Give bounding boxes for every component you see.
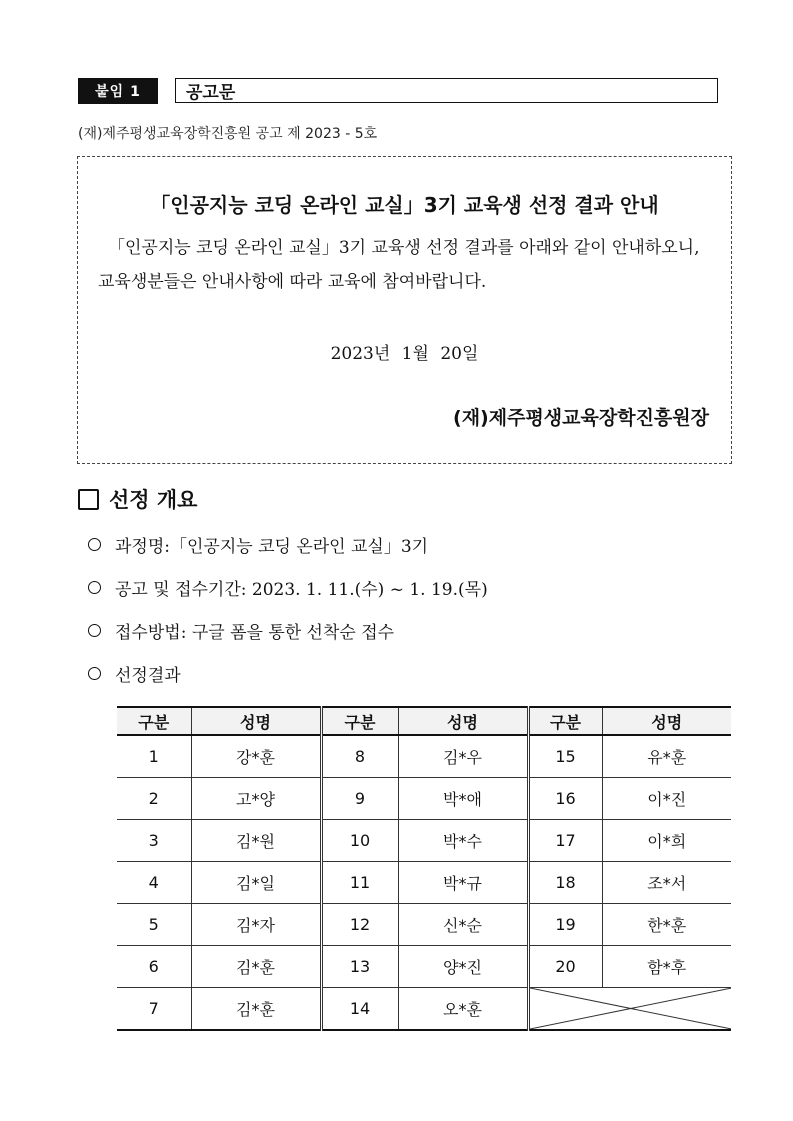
number-cell: 4: [117, 862, 191, 904]
name-cell: 김*훈: [191, 988, 321, 1031]
number-cell: 6: [117, 946, 191, 988]
name-cell: 김*우: [398, 735, 528, 778]
empty-crossed-cell: [528, 988, 731, 1031]
section-title-text: 선정 개요: [109, 488, 198, 512]
name-cell: 유*훈: [602, 735, 731, 778]
number-cell: 7: [117, 988, 191, 1031]
bullet-item: [88, 618, 394, 643]
name-cell: 강*훈: [191, 735, 321, 778]
notice-date: 2023년 1월 20일: [330, 344, 479, 364]
name-cell: 박*규: [398, 862, 528, 904]
number-cell: 17: [528, 820, 602, 862]
name-cell: 양*진: [398, 946, 528, 988]
table-header-row: [117, 707, 731, 735]
name-cell: 박*애: [398, 778, 528, 820]
checkbox-square-icon: [78, 489, 99, 510]
bullet-text: 과정명:「인공지능 코딩 온라인 교실」3기: [115, 537, 429, 557]
number-cell: 16: [528, 778, 602, 820]
section-title: [78, 484, 197, 514]
number-cell: 1: [117, 735, 191, 778]
number-cell: 11: [321, 862, 398, 904]
name-cell: 신*순: [398, 904, 528, 946]
number-cell: 13: [321, 946, 398, 988]
bullet-item: [88, 532, 428, 557]
cross-out-lines: [530, 988, 732, 1029]
name-cell: 한*훈: [602, 904, 731, 946]
circle-bullet-icon: [88, 538, 101, 551]
header-cell: 구분: [528, 707, 602, 735]
attachment-title: 공고문: [175, 78, 718, 103]
circle-bullet-icon: [88, 667, 101, 680]
table-row: [117, 988, 731, 1031]
table-row: [117, 946, 731, 988]
number-cell: 19: [528, 904, 602, 946]
header-cell: 구분: [117, 707, 191, 735]
number-cell: 12: [321, 904, 398, 946]
circle-bullet-icon: [88, 581, 101, 594]
name-cell: 고*양: [191, 778, 321, 820]
table-row: [117, 820, 731, 862]
name-cell: 조*서: [602, 862, 731, 904]
name-cell: 오*훈: [398, 988, 528, 1031]
bullet-item: [88, 661, 181, 686]
bullet-text: 선정결과: [115, 666, 181, 686]
notice-box: [77, 156, 732, 464]
name-cell: 김*훈: [191, 946, 321, 988]
circle-bullet-icon: [88, 624, 101, 637]
name-cell: 박*수: [398, 820, 528, 862]
header-cell: 성명: [602, 707, 731, 735]
number-cell: 20: [528, 946, 602, 988]
notice-body: 「인공지능 코딩 온라인 교실」3기 교육생 선정 결과를 아래와 같이 안내하오니, 교육생분들은 안내사항에 따라 교육에 참여바랍니다.: [98, 238, 700, 292]
name-cell: 김*일: [191, 862, 321, 904]
number-cell: 3: [117, 820, 191, 862]
bullet-text: 접수방법: 구글 폼을 통한 선착순 접수: [115, 623, 395, 643]
number-cell: 5: [117, 904, 191, 946]
name-cell: 김*원: [191, 820, 321, 862]
number-cell: 9: [321, 778, 398, 820]
notice-signature: (재)제주평생교육장학진흥원장: [453, 407, 709, 429]
selection-result-table: [117, 706, 731, 1031]
number-cell: 2: [117, 778, 191, 820]
header-cell: 성명: [191, 707, 321, 735]
bullet-text: 공고 및 접수기간: 2023. 1. 11.(수) ~ 1. 19.(목): [115, 580, 488, 600]
header-cell: 성명: [398, 707, 528, 735]
attachment-label: 붙임 1: [78, 78, 158, 104]
table-row: [117, 862, 731, 904]
table-row: [117, 778, 731, 820]
name-cell: 이*희: [602, 820, 731, 862]
number-cell: 15: [528, 735, 602, 778]
notice-heading: 「인공지능 코딩 온라인 교실」3기 교육생 선정 결과 안내: [150, 193, 659, 217]
header-cell: 구분: [321, 707, 398, 735]
number-cell: 8: [321, 735, 398, 778]
table-row: [117, 904, 731, 946]
name-cell: 함*후: [602, 946, 731, 988]
notice-number: (재)제주평생교육장학진흥원 공고 제 2023 - 5호: [78, 126, 378, 142]
table-row: [117, 735, 731, 778]
number-cell: 14: [321, 988, 398, 1031]
name-cell: 김*자: [191, 904, 321, 946]
bullet-item: [88, 575, 488, 600]
name-cell: 이*진: [602, 778, 731, 820]
number-cell: 10: [321, 820, 398, 862]
number-cell: 18: [528, 862, 602, 904]
